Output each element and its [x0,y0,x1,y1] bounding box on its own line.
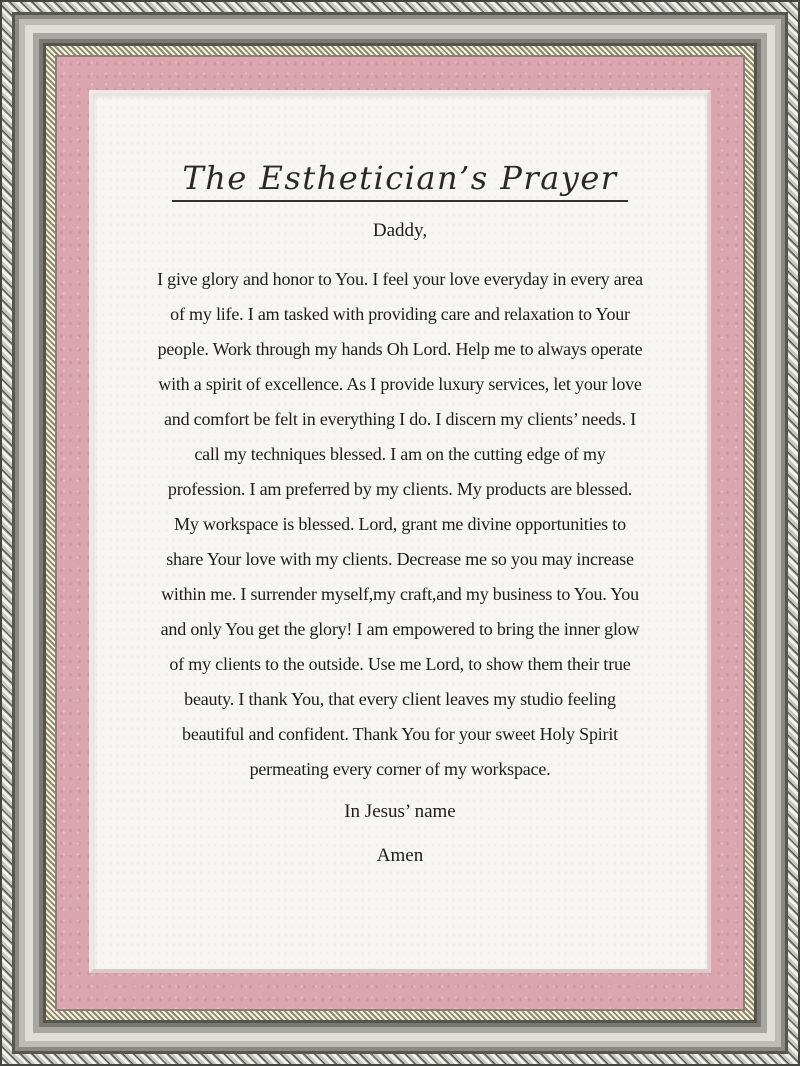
prayer-line: permeating every corner of my workspace. [249,759,551,779]
print-paper [93,94,707,969]
closing-in-jesus-name: In Jesus’ name [344,801,456,822]
prayer-line: I give glory and honor to You. I feel your love everyday in every area [157,269,643,289]
prayer-body [93,262,707,787]
print-title: The Esthetician’s Prayer [93,156,707,200]
prayer-line: of my life. I am tasked with providing care and relaxation to Your [170,304,630,324]
prayer-line: beauty. I thank You, that every client leaves my studio feeling [184,689,616,709]
prayer-line: My workspace is blessed. Lord, grant me divine opportunities to [174,514,626,534]
frame-rope-border [2,2,798,1064]
prayer-line: share Your love with my clients. Decrease me so you may increase [166,549,634,569]
prayer-line: and comfort be felt in everything I do. I discern my clients’ needs. I [163,409,636,429]
frame-scoop [19,19,781,1047]
prayer-line: people. Work through my hands Oh Lord. Help me to always operate [157,339,643,359]
closing-amen: Amen [376,845,424,866]
prayer-line: call my techniques blessed. I am on the cutting edge of my [194,444,606,464]
mat-board [57,57,743,1009]
prayer-line: profession. I am preferred by my clients. My products are blessed. [167,479,633,499]
prayer-line: of my clients to the outside. Use me Lord, to show them their true [169,654,631,674]
prayer-line: beautiful and confident. Thank You for your sweet Holy Spirit [182,724,618,744]
prayer-line: and only You get the glory! I am empowered to bring the inner glow [160,619,640,639]
frame-beaded-fillet [46,46,754,1020]
prayer-line: with a spirit of excellence. As I provide luxury services, let your love [158,374,642,394]
salutation: Daddy, [372,220,428,241]
prayer-line: within me. I surrender myself,my craft,and my business to You. You [161,584,639,604]
mat-bevel [89,90,711,973]
